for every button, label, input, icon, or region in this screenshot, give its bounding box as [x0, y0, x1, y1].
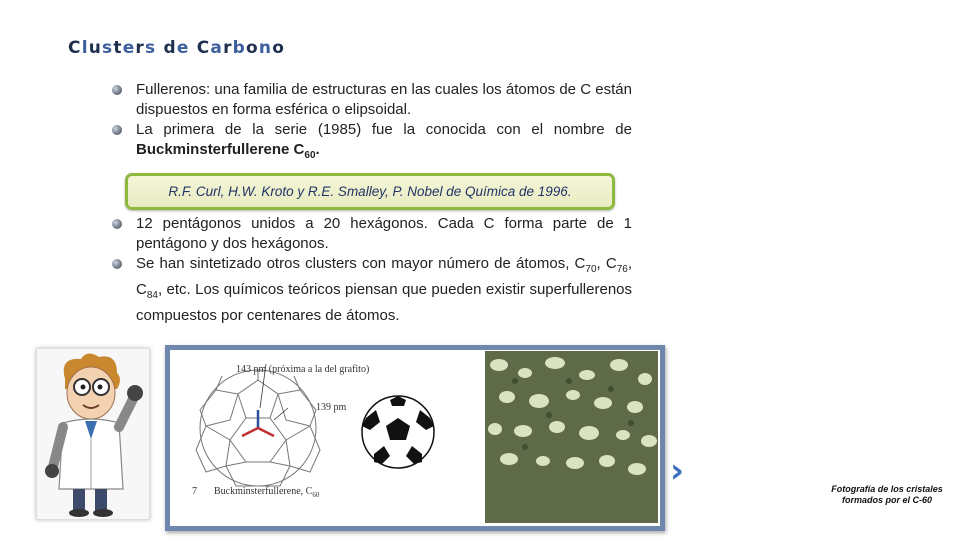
- bullet-list-bottom: [112, 214, 632, 326]
- list-item: 12 pentágonos unidos a 20 hexágonos. Cada C forma parte de 1 pentágono y dos hexágonos.: [112, 214, 632, 254]
- figure-name: Buckminsterfullerene, $C_{60}$: [214, 486, 320, 499]
- photo-caption: Fotografía de los cristales formados por el C-60: [812, 482, 962, 508]
- scientist-cartoon: [36, 348, 150, 520]
- list-item: La primera de la serie (1985) fue la conocida con el nombre de Buckminsterfullerene $C_{60}$.: [112, 120, 632, 166]
- bullet-icon: [112, 85, 122, 95]
- bullet-icon: [112, 259, 122, 269]
- label-139-pm: 139 pm: [316, 402, 347, 413]
- crystal-photo: [485, 351, 943, 523]
- figure-number: 7: [192, 486, 197, 497]
- crystal-photo-image: [485, 351, 658, 523]
- label-143-pm: 143 pm (próxima a la del grafito): [236, 364, 370, 375]
- list-item: Se han sintetizado otros clusters con mayor número de átomos, $C_{70}$, $C_{76}$, $C_{84}$, etc. Los químicos teóricos piensan que pueden existir superfullerenos compuestos por centenares de átomos.: [112, 254, 632, 326]
- page-title: Clusters de Carbono: [68, 38, 286, 58]
- next-slide-chevron-icon[interactable]: ›: [670, 451, 685, 491]
- fullerene-figure: [165, 345, 943, 531]
- scientist-illustration: [37, 349, 149, 519]
- bullet-list-top: [112, 80, 632, 166]
- bullet-icon: [112, 125, 122, 135]
- nobel-banner: R.F. Curl, H.W. Kroto y R.E. Smalley, P. Nobel de Química de 1996.: [125, 173, 615, 210]
- bullet-icon: [112, 219, 122, 229]
- list-item: Fullerenos: una familia de estructuras en las cuales los átomos de C están dispuestos en forma esférica o elipsoidal.: [112, 80, 632, 120]
